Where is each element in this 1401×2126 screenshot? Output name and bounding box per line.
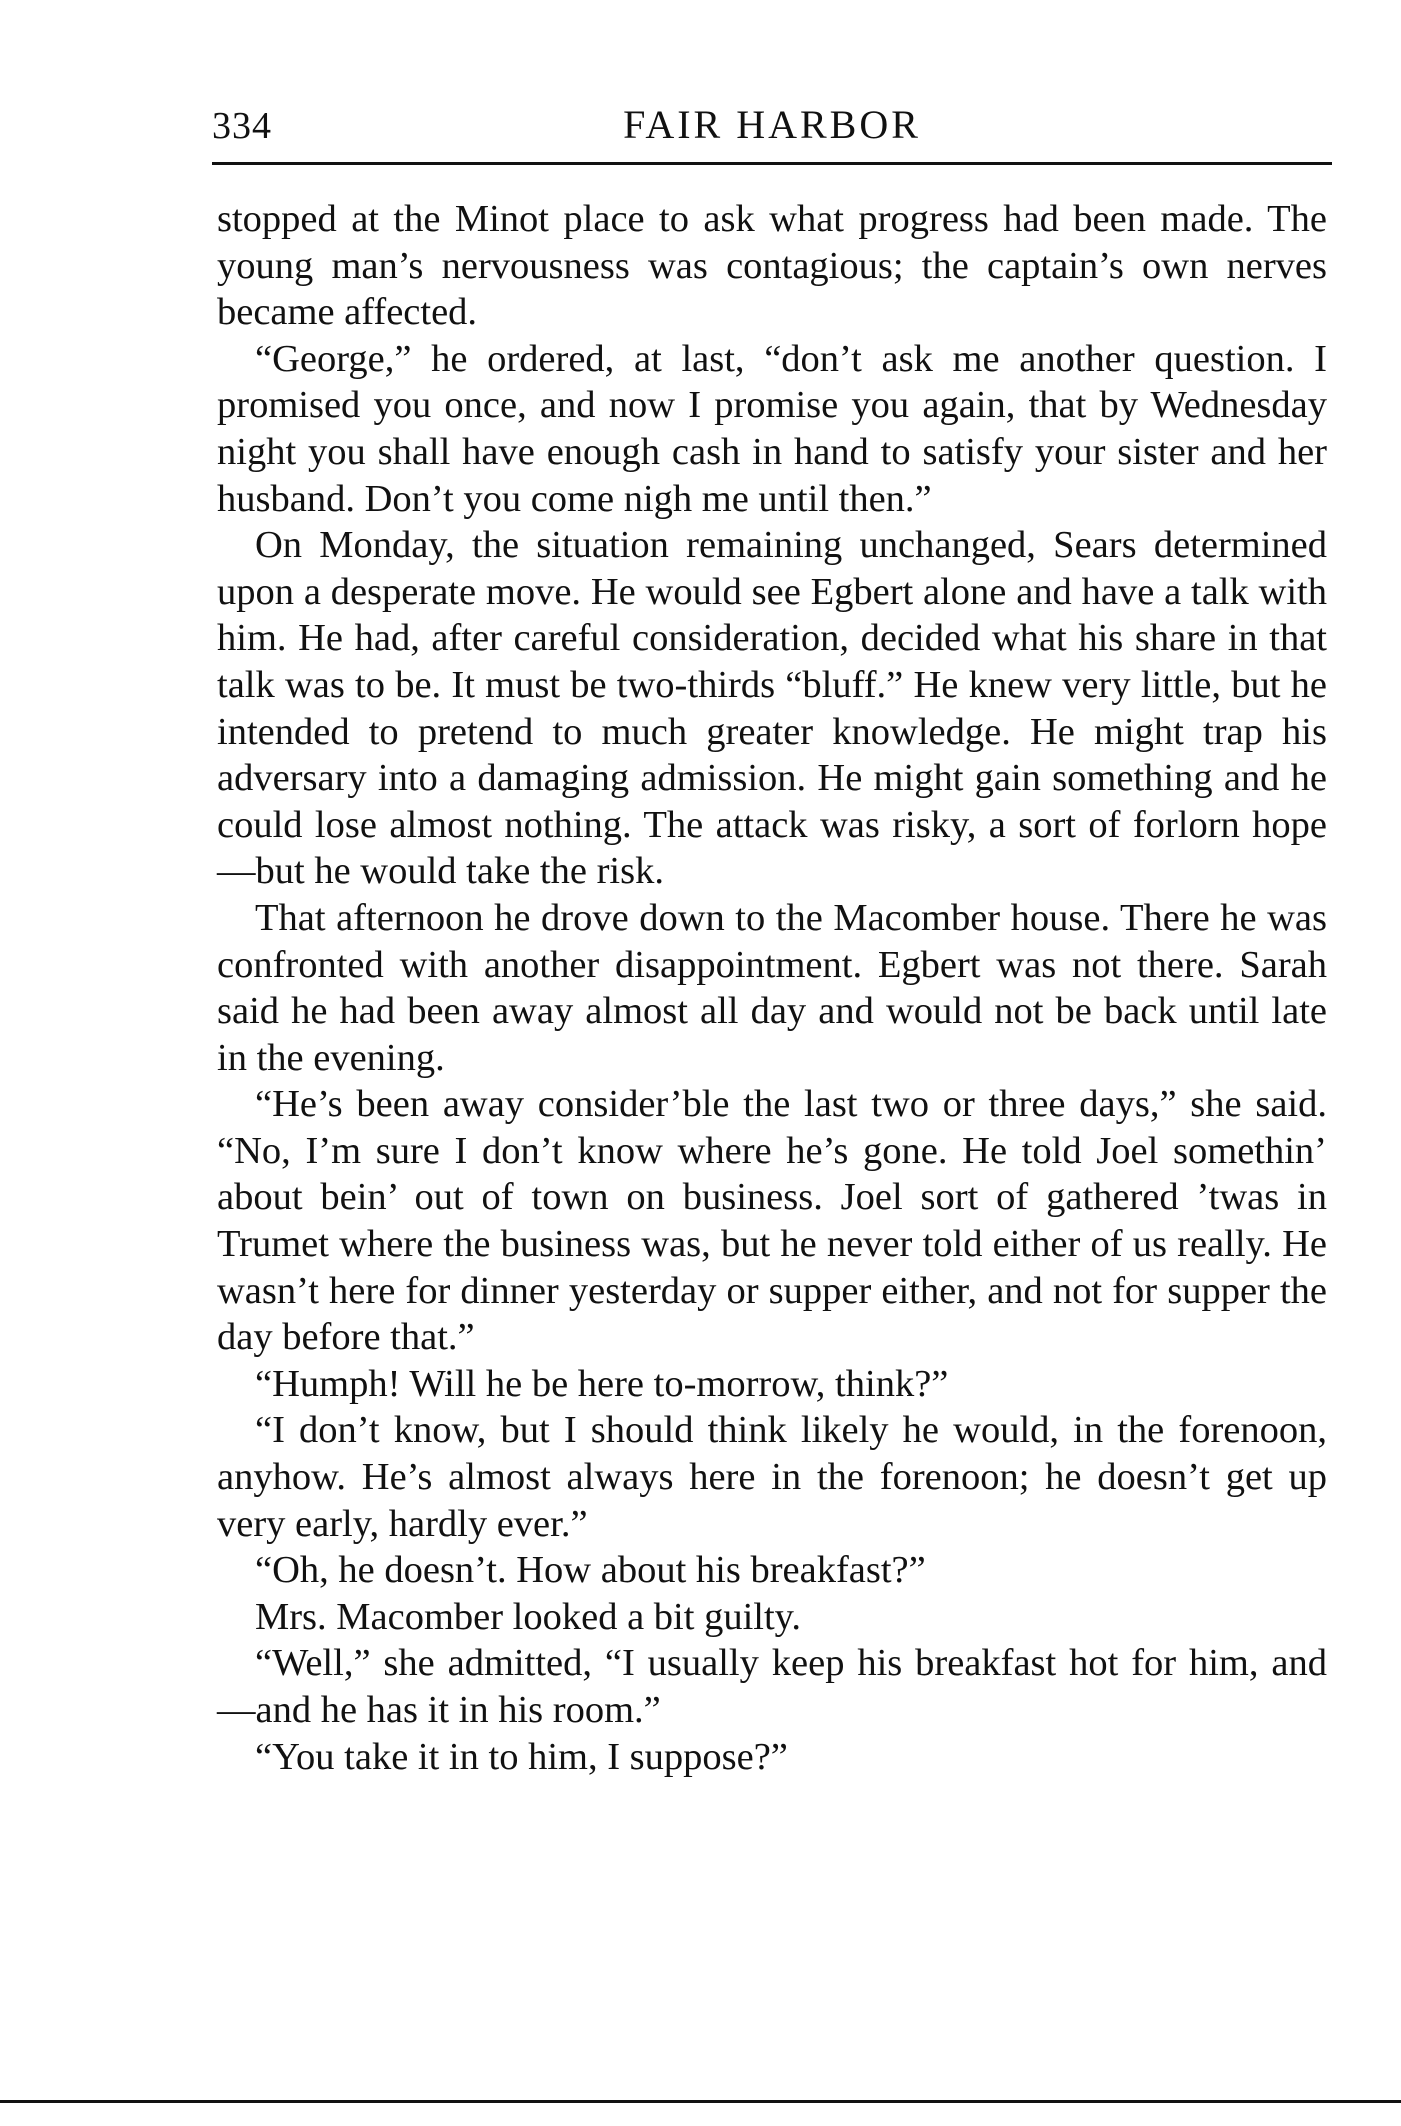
paragraph: “Well,” she admitted, “I usually keep his breakfast hot for him, and—and he has it in his room.” xyxy=(217,1642,1327,1731)
page-header xyxy=(212,100,1332,162)
paragraph: “He’s been away consider’ble the last two or three days,” she said. “No, I’m sure I don’t know where he’s gone. He told Joel somethin’ about bein’ out of town on business. Joel sort of gathered ’twas in Trumet where the business was, but he never told either of us really. He wasn’t here for dinner yesterday or supper either, and not for supper the day before that.” xyxy=(217,1083,1327,1359)
paragraph: “George,” he ordered, at last, “don’t ask me another question. I promised you once, and now I promise you again, that by Wednesday night you shall have enough cash in hand to satisfy your sister and her husband. Don’t you come nigh me until then.” xyxy=(217,337,1327,520)
paragraph: Mrs. Macomber looked a bit guilty. xyxy=(255,1595,802,1638)
paragraph: stopped at the Minot place to ask what progress had been made. The young man’s nervousness was contagious; the captain’s own nerves became affected. xyxy=(217,198,1327,334)
body-text xyxy=(217,196,1327,1780)
paragraph: “You take it in to him, I suppose?” xyxy=(255,1735,788,1778)
scan-bottom-edge xyxy=(0,2100,1401,2103)
paragraph: That afternoon he drove down to the Macomber house. There he was confronted with another disappointment. Egbert was not there. Sarah said he had been away almost all day and would not be back until late in the evening. xyxy=(217,896,1327,1079)
paragraph: “Humph! Will he be here to-morrow, think?” xyxy=(255,1362,949,1405)
paragraph: “Oh, he doesn’t. How about his breakfast?” xyxy=(255,1549,926,1592)
page-number: 334 xyxy=(212,105,272,147)
paragraph: “I don’t know, but I should think likely he would, in the forenoon, anyhow. He’s almost always here in the forenoon; he doesn’t get up very early, hardly ever.” xyxy=(217,1409,1327,1545)
running-head-title: FAIR HARBOR xyxy=(623,102,921,147)
paragraph: On Monday, the situation remaining unchanged, Sears determined upon a desperate move. He would see Egbert alone and have a talk with him. He had, after careful consideration, decided what his share in that talk was to be. It must be two-thirds “bluff.” He knew very little, but he intended to pretend to much greater knowledge. He might trap his adversary into a damaging admission. He might gain something and he could lose almost nothing. The attack was risky, a sort of forlorn hope—but he would take the risk. xyxy=(217,524,1327,893)
header-rule xyxy=(212,162,1332,165)
